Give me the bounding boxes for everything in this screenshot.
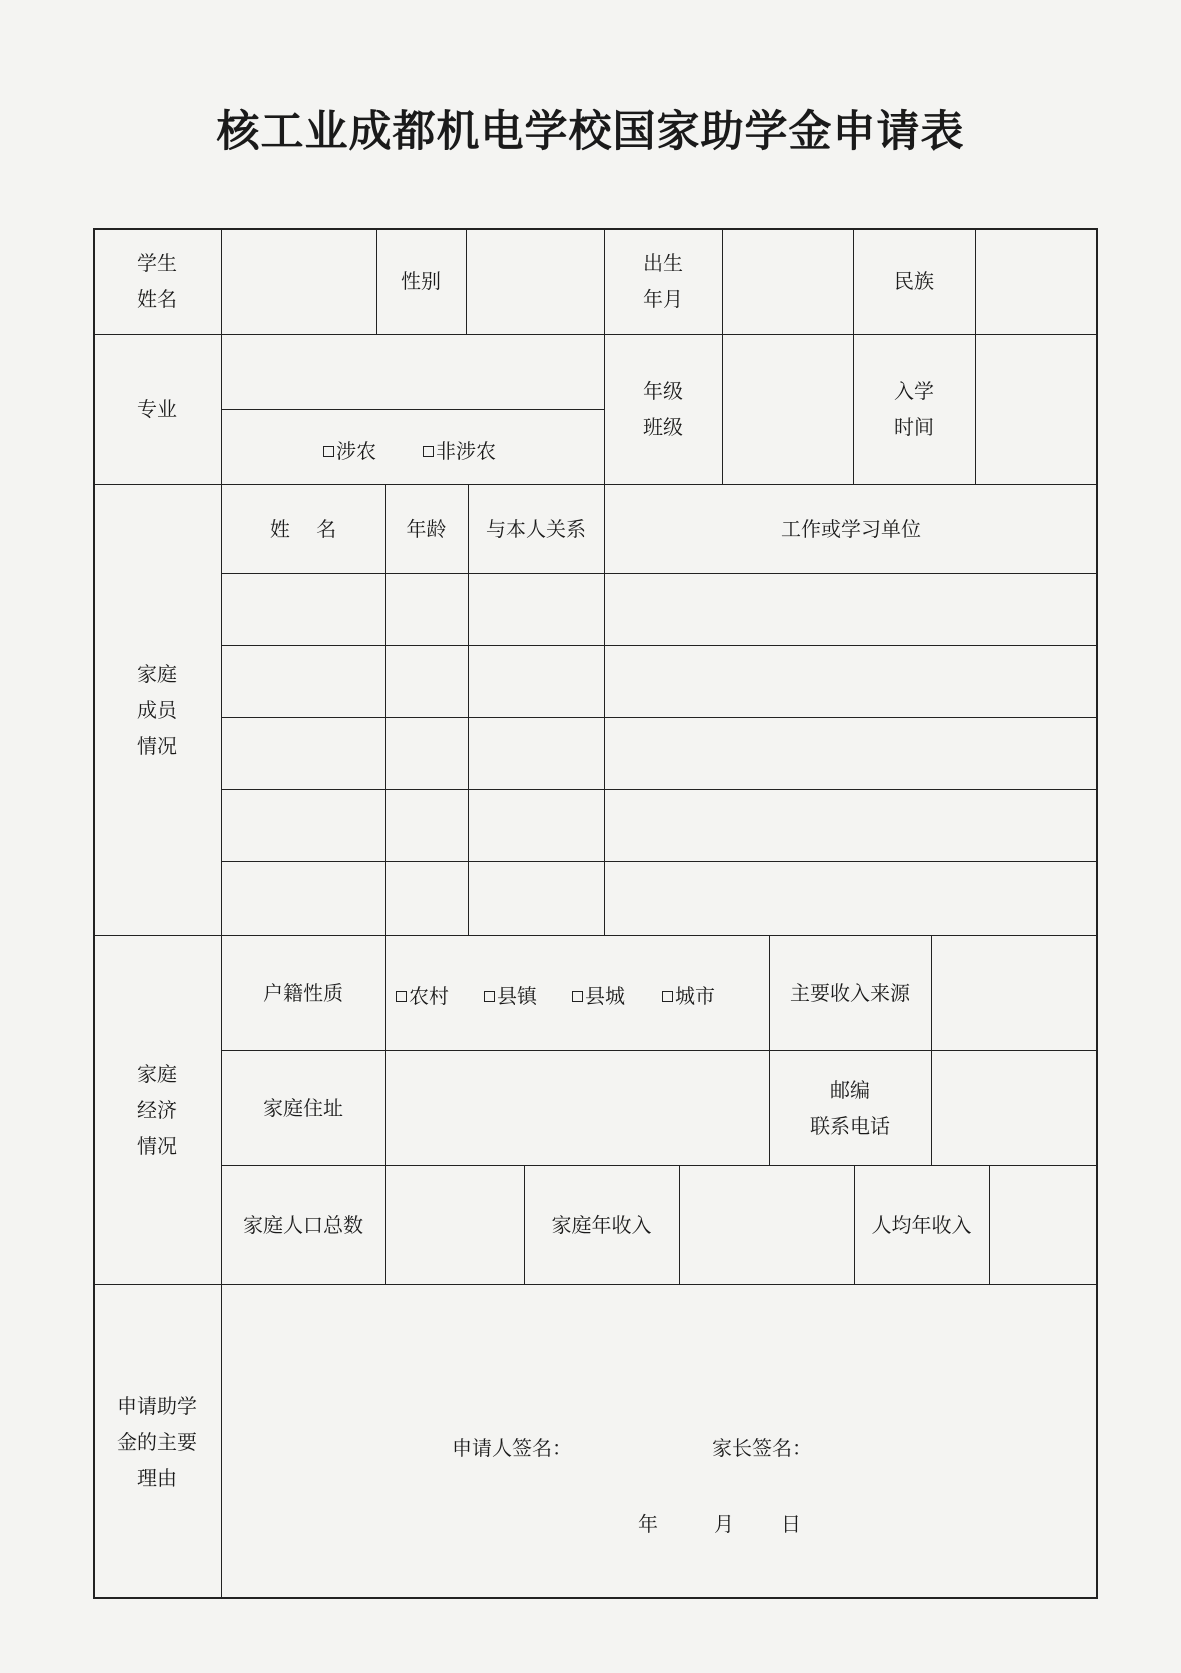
- member-name-header: 姓 名: [269, 516, 337, 541]
- hukou-label: 户籍性质: [263, 980, 343, 1005]
- checkbox-icon: [396, 991, 407, 1002]
- income-source-field[interactable]: [931, 935, 1098, 1050]
- grade-class-field[interactable]: [722, 334, 853, 484]
- major-field[interactable]: [221, 334, 604, 409]
- family-member-row[interactable]: [221, 645, 1098, 717]
- form-title: 核工业成都机电学校国家助学金申请表: [216, 107, 965, 157]
- postcode-phone-label: 邮编 联系电话: [810, 1077, 890, 1138]
- agri-option[interactable]: 涉农: [323, 436, 376, 466]
- hukou-option-rural[interactable]: 农村: [396, 981, 449, 1011]
- checkbox-icon: [662, 991, 673, 1002]
- date-day-label: 日: [781, 1512, 801, 1536]
- applicant-signature-label: 申请人签名：: [452, 1436, 572, 1460]
- member-workplace-header: 工作或学习单位: [781, 516, 921, 541]
- hukou-option-county-town[interactable]: 县镇: [484, 981, 537, 1011]
- ethnicity-field[interactable]: [975, 228, 1098, 334]
- gender-field[interactable]: [466, 228, 604, 334]
- student-name-label: 学生 姓名: [137, 251, 177, 311]
- application-reason-field[interactable]: [221, 1284, 1098, 1599]
- checkbox-icon: [484, 991, 495, 1002]
- postcode-phone-field[interactable]: [931, 1050, 1098, 1165]
- birth-date-field[interactable]: [722, 228, 853, 334]
- parent-signature-label: 家长签名：: [712, 1436, 812, 1460]
- family-population-label: 家庭人口总数: [243, 1212, 363, 1237]
- checkbox-icon: [572, 991, 583, 1002]
- hukou-option-city[interactable]: 城市: [662, 981, 715, 1011]
- per-capita-income-label: 人均年收入: [871, 1212, 972, 1237]
- birth-date-label: 出生 年月: [643, 251, 683, 311]
- enrollment-date-label: 入学 时间: [894, 379, 934, 439]
- hukou-option-county-city[interactable]: 县城: [572, 981, 625, 1011]
- annual-income-field[interactable]: [679, 1165, 854, 1284]
- member-age-header: 年龄: [406, 516, 447, 541]
- enrollment-date-field[interactable]: [975, 334, 1098, 484]
- family-population-field[interactable]: [385, 1165, 524, 1284]
- family-economy-label: 家庭 经济 情况: [137, 1061, 177, 1158]
- family-member-row[interactable]: [221, 789, 1098, 861]
- date-month-label: 月: [714, 1512, 734, 1536]
- ethnicity-label: 民族: [894, 269, 934, 293]
- member-relation-header: 与本人关系: [486, 516, 586, 541]
- annual-income-label: 家庭年收入: [551, 1212, 652, 1237]
- family-members-label: 家庭 成员 情况: [137, 661, 177, 758]
- application-reason-label: 申请助学 金的主要 理由: [117, 1393, 197, 1490]
- per-capita-income-field[interactable]: [989, 1165, 1098, 1284]
- home-address-field[interactable]: [385, 1050, 769, 1165]
- income-source-label: 主要收入来源: [790, 980, 910, 1005]
- family-member-row[interactable]: [221, 861, 1098, 935]
- family-member-row[interactable]: [221, 573, 1098, 645]
- non-agri-option[interactable]: 非涉农: [423, 436, 496, 466]
- checkbox-icon: [323, 446, 334, 457]
- major-label: 专业: [137, 397, 177, 421]
- gender-label: 性别: [401, 269, 441, 293]
- checkbox-icon: [423, 446, 434, 457]
- date-year-label: 年: [638, 1512, 658, 1536]
- grade-class-label: 年级 班级: [643, 379, 683, 439]
- student-name-field[interactable]: [221, 228, 376, 334]
- home-address-label: 家庭住址: [263, 1095, 343, 1120]
- family-member-row[interactable]: [221, 717, 1098, 789]
